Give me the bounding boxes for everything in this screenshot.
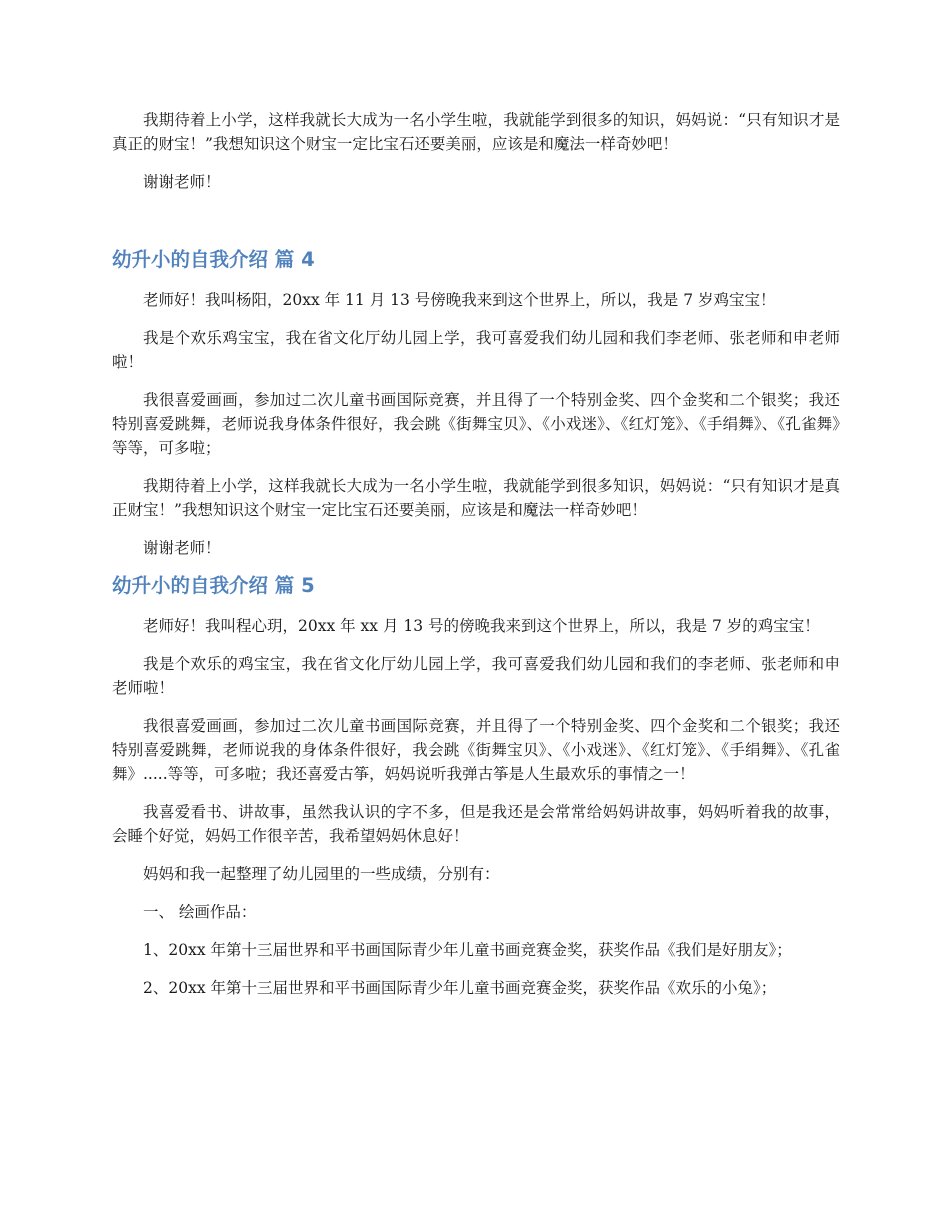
paragraph: 我期待着上小学，这样我就长大成为一名小学生啦，我就能学到很多的知识，妈妈说：“只有知识才是真正的财宝！”我想知识这个财宝一定比宝石还要美丽，应该是和魔法一样奇妙吧！: [112, 111, 840, 153]
paragraph: 2、20xx 年第十三届世界和平书画国际青少年儿童书画竞赛金奖，获奖作品《欢乐的小兔》；: [143, 979, 777, 997]
paragraph: 我是个欢乐鸡宝宝，我在省文化厅幼儿园上学，我可喜爱我们幼儿园和我们李老师、张老师和申老师啦！: [112, 329, 840, 371]
document-page: [112, 108, 840, 1014]
paragraph: 老师好！我叫杨阳，20xx 年 11 月 13 号傍晚我来到这个世界上，所以，我是 7 岁鸡宝宝！: [143, 291, 776, 309]
paragraph: 1、20xx 年第十三届世界和平书画国际青少年儿童书画竞赛金奖，获奖作品《我们是好朋友》；: [143, 941, 792, 959]
section-heading: 幼升小的自我介绍 篇 5: [112, 574, 315, 597]
section-continued: [112, 108, 840, 194]
paragraph: 谢谢老师！: [143, 173, 221, 191]
paragraph: 谢谢老师！: [143, 539, 221, 557]
section-gap: [112, 208, 840, 246]
paragraph: 我期待着上小学，这样我就长大成为一名小学生啦，我就能学到很多知识，妈妈说：“只有知识才是真正财宝！”我想知识这个财宝一定比宝石还要美丽，应该是和魔法一样奇妙吧！: [112, 477, 840, 519]
paragraph: 我很喜爱画画，参加过二次儿童书画国际竞赛，并且得了一个特别金奖、四个金奖和二个银奖；我还特别喜爱跳舞，老师说我身体条件很好，我会跳《街舞宝贝》、《小戏迷》、《红灯笼》、《手绢舞》、《孔雀舞》等等，可多啦；: [112, 391, 840, 457]
paragraph: 我很喜爱画画，参加过二次儿童书画国际竞赛，并且得了一个特别金奖、四个金奖和二个银奖；我还特别喜爱跳舞，老师说我的身体条件很好，我会跳《街舞宝贝》、《小戏迷》、《红灯笼》、《手绢舞》、《孔雀舞》.....等等，可多啦；我还喜爱古筝，妈妈说听我弹古筝是人生最欢乐的事情之一！: [112, 717, 840, 783]
paragraph: 妈妈和我一起整理了幼儿园里的一些成绩，分别有：: [143, 865, 500, 883]
section-5: [112, 572, 840, 1000]
section-4: [112, 246, 840, 560]
paragraph: 我是个欢乐的鸡宝宝，我在省文化厅幼儿园上学，我可喜爱我们幼儿园和我们的李老师、张老师和申老师啦！: [112, 655, 840, 697]
paragraph: 一、 绘画作品：: [143, 903, 257, 921]
section-heading: 幼升小的自我介绍 篇 4: [112, 248, 315, 271]
paragraph: 我喜爱看书、讲故事，虽然我认识的字不多，但是我还是会常常给妈妈讲故事，妈妈听着我的故事，会睡个好觉，妈妈工作很辛苦，我希望妈妈休息好！: [112, 803, 840, 845]
paragraph: 老师好！我叫程心玥，20xx 年 xx 月 13 号的傍晚我来到这个世界上，所以，我是 7 岁的鸡宝宝！: [143, 617, 820, 635]
